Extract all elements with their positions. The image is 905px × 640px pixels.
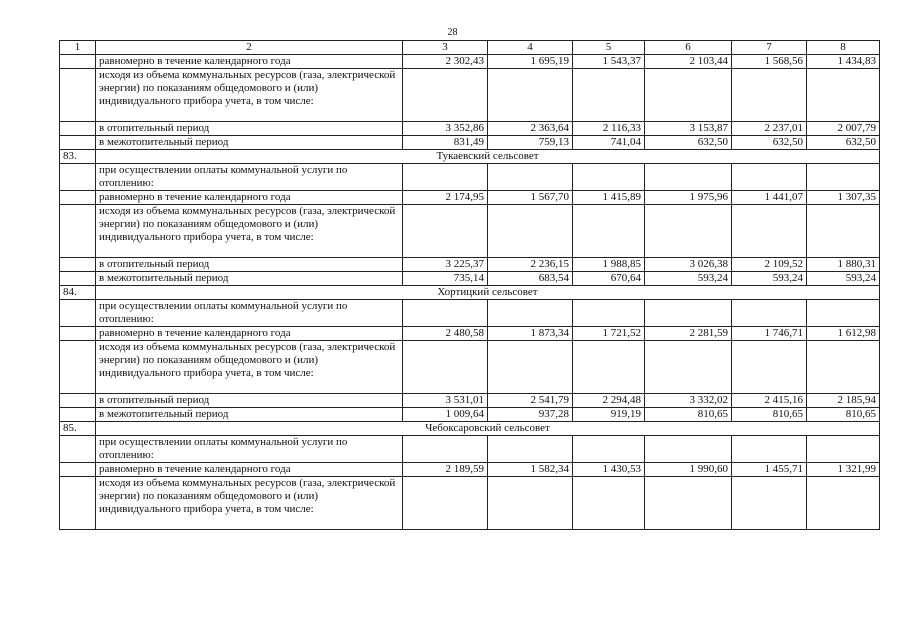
row-label: в отопительный период (96, 258, 403, 272)
table-row (60, 477, 880, 530)
section-row (60, 422, 880, 436)
value-cell (573, 436, 645, 463)
value-cell (807, 164, 880, 191)
value-cell (732, 436, 807, 463)
value-cell (807, 341, 880, 394)
row-number-cell (60, 463, 96, 477)
value-cell: 735,14 (403, 272, 488, 286)
value-cell: 810,65 (807, 408, 880, 422)
row-number-cell (60, 300, 96, 327)
value-cell (573, 477, 645, 530)
row-label: при осуществлении оплаты коммунальной услуги по отоплению: (96, 300, 403, 327)
value-cell: 2 185,94 (807, 394, 880, 408)
value-cell: 593,24 (645, 272, 732, 286)
tariff-table (59, 40, 880, 530)
row-number-cell (60, 205, 96, 258)
table-row (60, 122, 880, 136)
page-number: 28 (447, 27, 458, 38)
value-cell: 2 480,58 (403, 327, 488, 341)
value-cell: 2 363,64 (488, 122, 573, 136)
value-cell: 2 236,15 (488, 258, 573, 272)
value-cell (403, 69, 488, 122)
header-cell: 7 (732, 41, 807, 55)
header-cell: 1 (60, 41, 96, 55)
value-cell (573, 69, 645, 122)
header-row (60, 41, 880, 55)
value-cell (488, 436, 573, 463)
header-cell: 8 (807, 41, 880, 55)
value-cell (488, 164, 573, 191)
value-cell (403, 300, 488, 327)
row-number-cell (60, 136, 96, 150)
row-label: равномерно в течение календарного года (96, 327, 403, 341)
row-number-cell (60, 341, 96, 394)
value-cell (403, 341, 488, 394)
row-number-cell (60, 55, 96, 69)
section-row (60, 150, 880, 164)
row-label: исходя из объема коммунальных ресурсов (газа, электрической энергии) по показаниям общедомового и (или) индивидуального прибора учета, в том числе: (96, 341, 403, 394)
value-cell: 759,13 (488, 136, 573, 150)
value-cell: 1 307,35 (807, 191, 880, 205)
value-cell: 1 430,53 (573, 463, 645, 477)
value-cell (488, 300, 573, 327)
value-cell: 1 321,99 (807, 463, 880, 477)
table-row (60, 327, 880, 341)
value-cell (732, 69, 807, 122)
row-label: в отопительный период (96, 394, 403, 408)
value-cell (645, 164, 732, 191)
value-cell: 2 541,79 (488, 394, 573, 408)
value-cell: 810,65 (732, 408, 807, 422)
value-cell: 810,65 (645, 408, 732, 422)
row-number-cell (60, 394, 96, 408)
value-cell (645, 341, 732, 394)
value-cell: 2 302,43 (403, 55, 488, 69)
value-cell (403, 164, 488, 191)
row-label: в межотопительный период (96, 136, 403, 150)
table-row (60, 258, 880, 272)
section-number: 84. (60, 286, 96, 300)
value-cell: 1 441,07 (732, 191, 807, 205)
value-cell: 632,50 (645, 136, 732, 150)
header-cell: 3 (403, 41, 488, 55)
row-label: равномерно в течение календарного года (96, 191, 403, 205)
section-number: 83. (60, 150, 96, 164)
value-cell (645, 436, 732, 463)
value-cell (573, 205, 645, 258)
table-row (60, 436, 880, 463)
value-cell: 2 116,33 (573, 122, 645, 136)
value-cell (807, 436, 880, 463)
value-cell (403, 436, 488, 463)
table-row (60, 341, 880, 394)
table-row (60, 69, 880, 122)
value-cell (732, 164, 807, 191)
value-cell (807, 300, 880, 327)
value-cell: 1 415,89 (573, 191, 645, 205)
section-row (60, 286, 880, 300)
value-cell: 3 225,37 (403, 258, 488, 272)
table-row (60, 55, 880, 69)
value-cell: 2 103,44 (645, 55, 732, 69)
value-cell: 632,50 (807, 136, 880, 150)
table-row (60, 205, 880, 258)
value-cell: 3 332,02 (645, 394, 732, 408)
value-cell: 3 531,01 (403, 394, 488, 408)
row-number-cell (60, 327, 96, 341)
section-title: Тукаевский сельсовет (96, 150, 880, 164)
value-cell: 2 109,52 (732, 258, 807, 272)
value-cell: 1 567,70 (488, 191, 573, 205)
row-label: исходя из объема коммунальных ресурсов (газа, электрической энергии) по показаниям общедомового и (или) индивидуального прибора учета, в том числе: (96, 477, 403, 530)
value-cell (732, 300, 807, 327)
value-cell (807, 205, 880, 258)
value-cell: 683,54 (488, 272, 573, 286)
value-cell: 670,64 (573, 272, 645, 286)
tariff-table-container (59, 40, 879, 530)
value-cell: 3 153,87 (645, 122, 732, 136)
row-number-cell (60, 408, 96, 422)
value-cell: 2 281,59 (645, 327, 732, 341)
value-cell: 1 988,85 (573, 258, 645, 272)
value-cell: 3 352,86 (403, 122, 488, 136)
value-cell: 1 873,34 (488, 327, 573, 341)
value-cell: 1 582,34 (488, 463, 573, 477)
value-cell (403, 477, 488, 530)
value-cell (488, 205, 573, 258)
value-cell: 1 880,31 (807, 258, 880, 272)
value-cell: 593,24 (807, 272, 880, 286)
value-cell: 1 009,64 (403, 408, 488, 422)
value-cell: 1 746,71 (732, 327, 807, 341)
value-cell (573, 300, 645, 327)
row-label: в межотопительный период (96, 408, 403, 422)
row-number-cell (60, 436, 96, 463)
value-cell (488, 341, 573, 394)
row-number-cell (60, 191, 96, 205)
row-label: равномерно в течение календарного года (96, 463, 403, 477)
value-cell (732, 341, 807, 394)
value-cell: 1 434,83 (807, 55, 880, 69)
value-cell (732, 205, 807, 258)
value-cell: 831,49 (403, 136, 488, 150)
section-title: Чебоксаровский сельсовет (96, 422, 880, 436)
value-cell: 1 568,56 (732, 55, 807, 69)
table-row (60, 463, 880, 477)
value-cell: 2 007,79 (807, 122, 880, 136)
value-cell: 919,19 (573, 408, 645, 422)
row-number-cell (60, 164, 96, 191)
value-cell: 2 237,01 (732, 122, 807, 136)
header-cell: 6 (645, 41, 732, 55)
value-cell: 1 455,71 (732, 463, 807, 477)
value-cell: 593,24 (732, 272, 807, 286)
row-number-cell (60, 258, 96, 272)
value-cell: 1 543,37 (573, 55, 645, 69)
value-cell (645, 69, 732, 122)
row-label: при осуществлении оплаты коммунальной услуги по отоплению: (96, 436, 403, 463)
value-cell: 2 174,95 (403, 191, 488, 205)
table-row (60, 164, 880, 191)
row-label: в межотопительный период (96, 272, 403, 286)
table-row (60, 408, 880, 422)
value-cell: 2 294,48 (573, 394, 645, 408)
table-row (60, 272, 880, 286)
value-cell: 2 415,16 (732, 394, 807, 408)
value-cell: 3 026,38 (645, 258, 732, 272)
value-cell: 741,04 (573, 136, 645, 150)
section-title: Хортицкий сельсовет (96, 286, 880, 300)
value-cell (403, 205, 488, 258)
header-cell: 4 (488, 41, 573, 55)
row-number-cell (60, 69, 96, 122)
value-cell: 632,50 (732, 136, 807, 150)
value-cell (807, 69, 880, 122)
value-cell (488, 69, 573, 122)
row-label: исходя из объема коммунальных ресурсов (газа, электрической энергии) по показаниям общедомового и (или) индивидуального прибора учета, в том числе: (96, 69, 403, 122)
table-row (60, 191, 880, 205)
row-number-cell (60, 272, 96, 286)
value-cell (645, 477, 732, 530)
value-cell: 1 612,98 (807, 327, 880, 341)
value-cell (573, 341, 645, 394)
value-cell (645, 205, 732, 258)
section-number: 85. (60, 422, 96, 436)
row-label: при осуществлении оплаты коммунальной услуги по отоплению: (96, 164, 403, 191)
table-row (60, 136, 880, 150)
value-cell (645, 300, 732, 327)
value-cell: 1 721,52 (573, 327, 645, 341)
value-cell: 2 189,59 (403, 463, 488, 477)
value-cell: 1 975,96 (645, 191, 732, 205)
value-cell: 937,28 (488, 408, 573, 422)
value-cell: 1 695,19 (488, 55, 573, 69)
table-row (60, 300, 880, 327)
header-cell: 5 (573, 41, 645, 55)
table-row (60, 394, 880, 408)
value-cell (488, 477, 573, 530)
value-cell: 1 990,60 (645, 463, 732, 477)
row-label: равномерно в течение календарного года (96, 55, 403, 69)
row-label: в отопительный период (96, 122, 403, 136)
value-cell (573, 164, 645, 191)
row-number-cell (60, 122, 96, 136)
value-cell (732, 477, 807, 530)
header-cell: 2 (96, 41, 403, 55)
row-label: исходя из объема коммунальных ресурсов (газа, электрической энергии) по показаниям общедомового и (или) индивидуального прибора учета, в том числе: (96, 205, 403, 258)
row-number-cell (60, 477, 96, 530)
value-cell (807, 477, 880, 530)
